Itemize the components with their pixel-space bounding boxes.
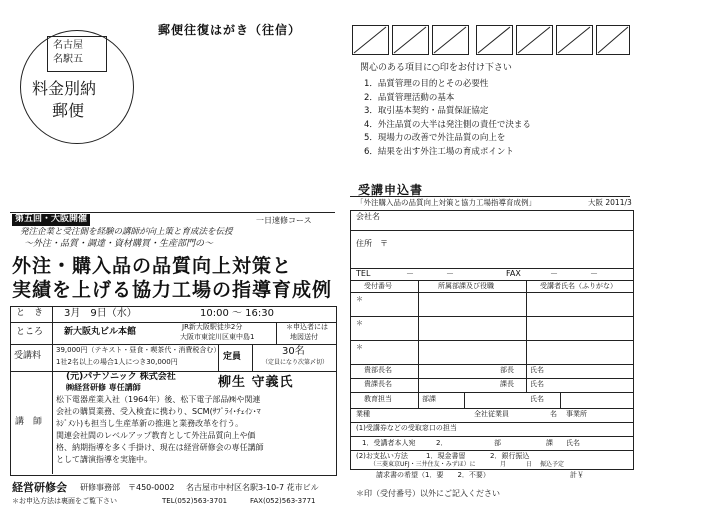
seminar-title1: 外注・購入品の品質向上対策と: [12, 255, 293, 277]
seminar-sub1: 発注企業と受注側を経験の講師が向上策と育成法を伝授: [20, 227, 233, 237]
form-edition: 大阪 2011/3: [588, 198, 632, 207]
capacity-value: 30名: [282, 346, 305, 357]
flyer-top-rule: [10, 212, 335, 213]
row-mark: ＊: [356, 343, 363, 351]
form-col-rule: [418, 280, 419, 408]
seminar-sub2: ～外注・品質・調達・資材購買・生産部門の～: [24, 239, 214, 249]
q2e: 日: [526, 461, 533, 468]
col-rule: [276, 322, 277, 344]
tel: TEL(052)563-3701: [162, 497, 228, 505]
shimei-label: 氏名: [530, 366, 544, 374]
form-rule: [350, 450, 633, 451]
col-receipt-no: 受付番号: [364, 282, 392, 290]
col-name: 受講者氏名（ふりがな）: [540, 282, 617, 290]
q1c: 部: [494, 439, 501, 447]
place-value: 新大阪丸ビル本館: [64, 327, 137, 337]
interest-heading: 関心のある項目に○印をお付け下さい: [360, 63, 512, 73]
form-footnote: ＊印（受付番号）以外にご記入ください: [356, 489, 500, 498]
interest-item: 6．結果を出す外注工場の育成ポイント: [364, 146, 514, 157]
fee-line1: 39,000円（テキスト・昼食・喫茶代・消費税含む）: [56, 346, 221, 354]
fax: FAX(052)563-3771: [250, 497, 316, 505]
q2f: 振込予定: [540, 461, 565, 468]
q1d: 課: [546, 439, 553, 447]
company-label: 会社名: [356, 212, 380, 221]
seminar-course: 一日速修コース: [256, 216, 312, 225]
bio-line: 松下電器産業入社（1964年）後、松下電子部品㈱や関連: [56, 395, 261, 404]
postmark-line1: 名古屋: [53, 40, 83, 51]
postmark-line2: 名駅五: [53, 54, 83, 65]
date-value: 3月 9日（水）: [64, 308, 137, 319]
postal-code-svg: [352, 25, 630, 55]
q2c: （三菱東京UFJ・三井住友・みずほ）に: [370, 461, 476, 468]
time-value: 10:00 ～ 16:30: [200, 308, 274, 319]
map-note2: 地図送付: [290, 333, 318, 341]
capacity-note: （定員になり次第〆切）: [262, 359, 329, 366]
apply-note: ＊お申込方法は裏面をご覧下さい: [12, 497, 117, 505]
organizer: 経営研修会: [12, 481, 67, 494]
q1b: 2．: [436, 439, 448, 447]
access1: JR新大阪駅徒歩2分: [182, 323, 243, 331]
row-mark: ＊: [356, 319, 363, 327]
col-rule: [252, 344, 253, 371]
fax-dash: －: [550, 269, 558, 278]
q2-text: (2)お支払い方法: [356, 452, 408, 460]
fee-line2: 1社2名以上の場合1人につき30,000円: [56, 358, 178, 366]
form-heading-rule: [350, 196, 630, 197]
q2d: 月: [500, 461, 507, 468]
tel-label: TEL: [356, 269, 371, 278]
q2a: 1．現金書留: [426, 452, 466, 460]
form-rule: [350, 408, 633, 409]
shimei-label: 氏名: [530, 395, 544, 403]
q1-text: (1)受講券などの受取窓口の担当: [356, 424, 457, 432]
bucho-label: 部長: [500, 366, 514, 374]
receipt-request: 請求書の希望（1．要 2．不要）: [376, 471, 490, 479]
lecturer-org2: ㈱経営研修 専任講師: [66, 383, 141, 392]
fax-dash: －: [590, 269, 598, 278]
form-rule: [350, 340, 633, 341]
bio-line: ﾈｼﾞﾒﾝﾄ)も担当し生産革新の推進と業務改革を行う。: [56, 419, 244, 428]
place-label: ところ: [16, 327, 44, 337]
form-rule: [350, 316, 633, 317]
dept-head-label: 貴部長名: [364, 366, 392, 374]
total-label: 計￥: [570, 471, 584, 479]
postmark-stamp2: 郵便: [52, 101, 85, 120]
form-col-rule: [560, 392, 561, 408]
form-rule: [350, 292, 633, 293]
q2b: 2．銀行振込: [490, 452, 530, 460]
section-head-label: 貴課長名: [364, 380, 392, 388]
form-rule: [350, 422, 633, 423]
access2: 大阪市東淀川区東中島1: [180, 333, 255, 341]
employees-label: 全社従業員: [474, 410, 509, 418]
dept-label: 部課: [422, 395, 436, 403]
office-label: 事業所: [566, 410, 587, 418]
col-rule: [52, 306, 53, 474]
bio-line: 格、納期指導を多く手掛け、現在は経営研修会の専任講師: [56, 443, 264, 452]
interest-item: 1．品質管理の目的とその必要性: [364, 79, 489, 89]
form-heading: 受講申込書: [358, 183, 424, 197]
bio-line: 会社の購買業務、受入検査に携わり、SCM(ｻﾌﾟﾗｲ･ﾁｪｲﾝ･ﾏ: [56, 407, 261, 416]
office: 研修事務部: [80, 483, 120, 492]
interest-item: 2．品質管理活動の基本: [364, 92, 455, 103]
postal-code-boxes: [352, 25, 630, 55]
lecturer-bio: [56, 396, 334, 468]
lecturer-org1: (元)パナソニック 株式会社: [66, 372, 176, 382]
form-col-rule: [464, 392, 465, 408]
bio-line: 関連会社間のレベルアップ教育として外注品質向上や価: [56, 431, 256, 440]
fee-label: 受講料: [14, 351, 42, 361]
date-label: と き: [16, 308, 44, 318]
postal: 〒450-0002: [128, 483, 175, 492]
form-col-rule: [526, 280, 527, 392]
interest-list: [364, 80, 531, 161]
address-label: 住所 〒: [356, 239, 388, 248]
row-rule: [10, 344, 336, 345]
edu-staff-label: 教育担当: [364, 395, 392, 403]
form-rule: [350, 364, 633, 365]
shimei-label: 氏名: [530, 380, 544, 388]
q1a: 1．受講者本人宛: [362, 439, 416, 447]
form-rule: [350, 436, 633, 437]
address: 名古屋市中村区名駅3-10-7 花市ビル: [186, 483, 319, 492]
map-note1: ＊申込者には: [286, 323, 328, 331]
form-rule: [350, 230, 633, 231]
lecturer-name: 柳生 守義氏: [218, 375, 294, 390]
bio-line: として講演指導を実施中。: [56, 455, 152, 464]
form-rule: [350, 280, 633, 281]
form-rule: [350, 392, 633, 393]
interest-item: 3．取引基本契約・品質保証協定: [364, 106, 489, 116]
interest-item: 4．外注品質の大半は発注側の責任で決まる: [364, 119, 531, 130]
lecturer-label: 講 師: [15, 417, 43, 427]
q1e: 氏名: [566, 439, 580, 447]
row-mark: ＊: [356, 295, 363, 303]
seminar-title2: 実績を上げる協力工場の指導育成例: [12, 279, 333, 301]
postmark-stamp1: 料金別納: [32, 79, 97, 98]
form-subtitle: 「外注購入品の品質向上対策と協力工場指導育成例」: [356, 198, 536, 207]
fax-label: FAX: [506, 269, 521, 278]
capacity-label: 定員: [223, 352, 242, 362]
tel-dash: －: [446, 269, 454, 278]
interest-item: 5．現場力の改善で外注品質の向上を: [364, 133, 506, 143]
count-label: 名: [550, 410, 557, 418]
business-label: 業種: [356, 410, 370, 418]
tel-dash: －: [406, 269, 414, 278]
form-rule: [350, 378, 633, 379]
kacho-label: 課長: [500, 380, 514, 388]
col-dept: 所属部課及び役職: [438, 282, 494, 290]
seminar-badge: 第五回・大阪開催: [12, 214, 90, 226]
postcard-header: 郵便往復はがき（往信）: [158, 23, 302, 37]
